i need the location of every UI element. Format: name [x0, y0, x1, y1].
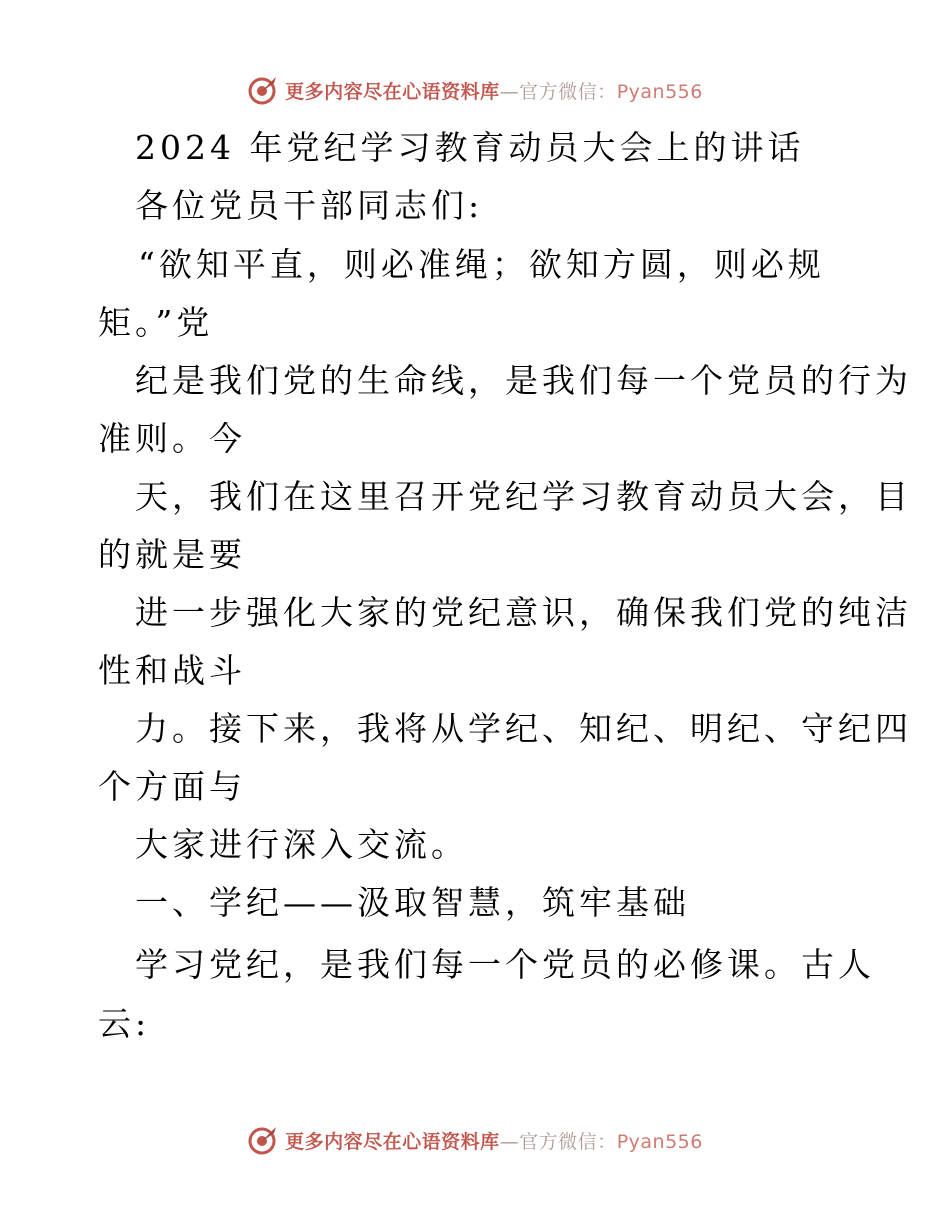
paragraph-line: 各位党员干部同志们: — [135, 186, 484, 225]
watermark-banner-top — [0, 70, 950, 110]
paragraph-line: 力。接下来，我将从学纪、知纪、明纪、守纪四 — [135, 709, 912, 748]
paragraph-line: 进一步强化大家的党纪意识，确保我们党的纯洁 — [135, 593, 912, 632]
paragraph-line: 天，我们在这里召开党纪学习教育动员大会，目 — [135, 477, 912, 516]
quill-logo-icon — [247, 74, 279, 106]
paragraph-line: 矩。”党 — [98, 303, 214, 342]
paragraph-line: 的就是要 — [98, 535, 246, 574]
section-heading: 一、学纪——汲取智慧，筑牢基础 — [135, 883, 690, 922]
watermark-text — [285, 1127, 703, 1154]
watermark-part1: 更多内容尽在心语资料库 — [285, 1130, 500, 1153]
watermark-part2: —官方微信： — [499, 80, 617, 103]
watermark-banner-bottom — [0, 1120, 950, 1160]
paragraph-line: 学习党纪，是我们每一个党员的必修课。古人 — [135, 945, 875, 984]
watermark-part3: Pyan556 — [616, 80, 703, 103]
paragraph-line: 个方面与 — [98, 767, 246, 806]
watermark-part1: 更多内容尽在心语资料库 — [285, 80, 500, 103]
paragraph-line: 准则。今 — [98, 419, 246, 458]
paragraph-line: “欲知平直，则必准绳；欲知方圆，则必规 — [138, 245, 825, 284]
watermark-text — [285, 77, 703, 104]
watermark-part2: —官方微信： — [499, 1130, 617, 1153]
quill-logo-icon — [247, 1124, 279, 1156]
paragraph-line: 大家进行深入交流。 — [135, 825, 468, 864]
document-title: 2024 年党纪学习教育动员大会上的讲话 — [135, 128, 805, 167]
paragraph-line: 纪是我们党的生命线，是我们每一个党员的行为 — [135, 361, 912, 400]
paragraph-line: 性和战斗 — [98, 651, 246, 690]
paragraph-line: 云: — [98, 1004, 151, 1043]
watermark-part3: Pyan556 — [616, 1130, 703, 1153]
